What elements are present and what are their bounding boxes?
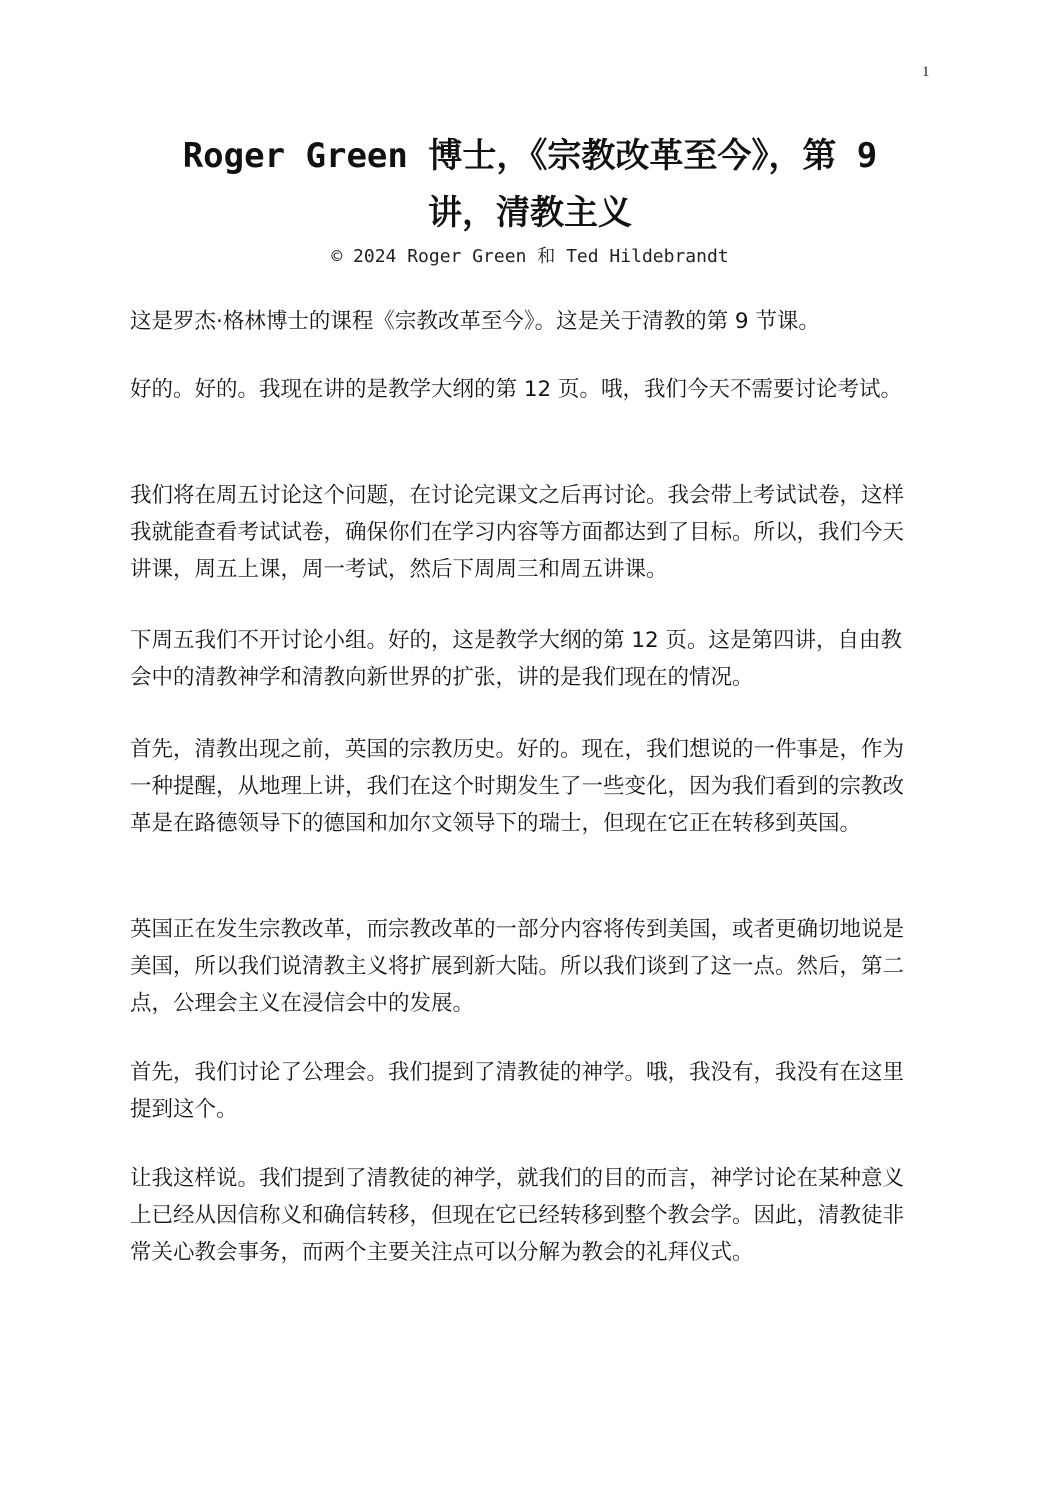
paragraph-1 (130, 303, 920, 340)
paragraph-text: 首先，清教出现之前，英国的宗教历史。好的。现在，我们想说的一件事是，作为一种提醒，从地理上讲，我们在这个时期发生了一些变化，因为我们看到的宗教改革是在路德领导下的德国和加尔文领导下的瑞士，但现在它正在转移到英国。 (130, 737, 905, 836)
paragraph-5 (130, 731, 920, 842)
paragraph-text: 好的。好的。我现在讲的是教学大纲的第 12 页。哦，我们今天不需要讨论考试。 (130, 377, 903, 402)
paragraph-3 (130, 477, 920, 588)
page-number: 1 (922, 64, 930, 80)
paragraph-6 (130, 911, 920, 1022)
title-line-2: 讲，清教主义 (428, 193, 632, 233)
paragraph-text: 这是罗杰·格林博士的课程《宗教改革至今》。这是关于清教的第 9 节课。 (130, 309, 820, 334)
paragraph-text: 英国正在发生宗教改革，而宗教改革的一部分内容将传到美国，或者更确切地说是美国，所以我们说清教主义将扩展到新大陆。所以我们谈到了这一点。然后，第二点，公理会主义在浸信会中的发展。 (130, 917, 905, 1016)
paragraph-text: 让我这样说。我们提到了清教徒的神学，就我们的目的而言，神学讨论在某种意义上已经从因信称义和确信转移，但现在它已经转移到整个教会学。因此，清教徒非常关心教会事务，而两个主要关注点可以分解为教会的礼拜仪式。 (130, 1166, 905, 1265)
paragraph-text: 下周五我们不开讨论小组。好的，这是教学大纲的第 12 页。这是第四讲，自由教会中的清教神学和清教向新世界的扩张，讲的是我们现在的情况。 (130, 628, 903, 690)
paragraph-2 (130, 371, 920, 408)
paragraph-text: 首先，我们讨论了公理会。我们提到了清教徒的神学。哦，我没有，我没有在这里提到这个。 (130, 1060, 905, 1122)
paragraph-text: 我们将在周五讨论这个问题，在讨论完课文之后再讨论。我会带上考试试卷，这样我就能查看考试试卷，确保你们在学习内容等方面都达到了目标。所以，我们今天讲课，周五上课，周一考试，然后下周周三和周五讲课。 (130, 483, 905, 582)
copyright-line: © 2024 Roger Green 和 Ted Hildebrandt (331, 246, 729, 267)
title-line-1: Roger Green 博士，《宗教改革至今》，第 9 (182, 136, 878, 176)
paragraph-7 (130, 1054, 920, 1128)
paragraph-4 (130, 622, 920, 696)
document-title (130, 128, 930, 242)
paragraph-8 (130, 1160, 920, 1271)
